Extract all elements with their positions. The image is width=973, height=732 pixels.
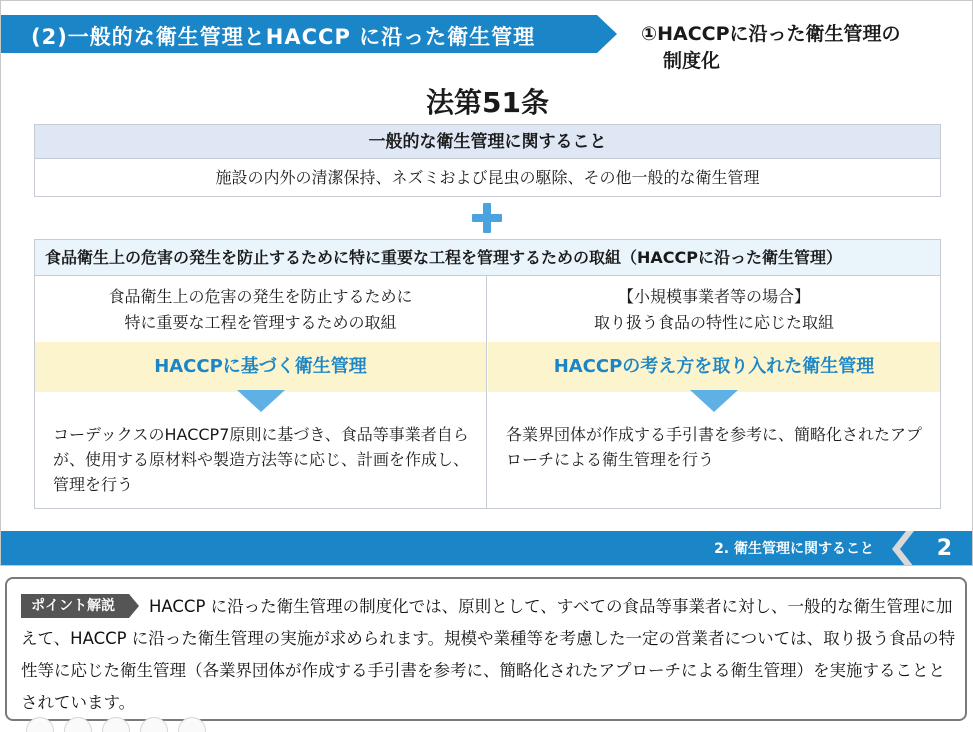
haccp-approach-band: HACCPの考え方を取り入れた衛生管理 [488,342,940,392]
down-arrow-icon [237,390,285,412]
point-badge: ポイント解説 [21,594,129,618]
haccp-based-band: HACCPに基づく衛生管理 [35,342,486,392]
slide-footer [1,531,973,566]
haccp-approach-description [488,284,940,336]
plus-icon [472,203,502,233]
law-title: 法第51条 [426,86,549,119]
general-hygiene-header: 一般的な衛生管理に関すること [35,125,940,159]
section-title: (2)一般的な衛生管理とHACCP に沿った衛生管理 [31,25,536,49]
desc-line-2: 特に重要な工程を管理するための取組 [124,313,397,332]
chapter-label: 2. 衛生管理に関すること [714,541,874,557]
haccp-box [34,239,941,509]
page-number-tab [892,531,973,566]
point-explanation [21,591,957,719]
haccp-approach-detail: 各業界団体が作成する手引書を参考に、簡略化されたアプローチによる衛生管理を行う [506,425,923,469]
haccp-based-column [35,276,487,508]
desc-line-2: 取り扱う食品の特性に応じた取組 [593,313,834,332]
haccp-approach-column [488,276,940,508]
subtitle-line-1: ①HACCPに沿った衛生管理の [641,23,901,45]
subtitle-line-2: 制度化 [663,50,721,72]
general-hygiene-box [34,124,941,197]
point-explanation-box [5,577,967,721]
point-text: HACCP に沿った衛生管理の制度化では、原則として、すべての食品等事業者に対し、一般的な衛生管理に加えて、HACCP に沿った衛生管理の実施が求められます。規模や業種等を考慮した一定の営業者については、取り扱う食品の特性等に応じた衛生管理（各業界団体が作成する手引書を参考に、簡略化されたアプローチによる衛生管理）を実施することとされています。 [21,597,956,712]
slide-subtitle [641,21,961,75]
section-banner [1,15,617,53]
desc-line-1: 【小規模事業者等の場合】 [617,287,810,306]
haccp-header: 食品衛生上の危害の発生を防止するために特に重要な工程を管理するための取組（HACCPに沿った衛生管理） [35,240,940,276]
general-hygiene-body: 施設の内外の清潔保持、ネズミおよび昆虫の駆除、その他一般的な衛生管理 [215,168,760,187]
down-arrow-icon [690,390,738,412]
haccp-based-detail: コーデックスのHACCP7原則に基づき、食品等事業者自らが、使用する原材料や製造方法等に応じ、計画を作成し、管理を行う [53,425,470,494]
haccp-based-description [35,284,486,336]
desc-line-1: 食品衛生上の危害の発生を防止するために [108,287,413,306]
page-number: 2 [936,536,952,561]
